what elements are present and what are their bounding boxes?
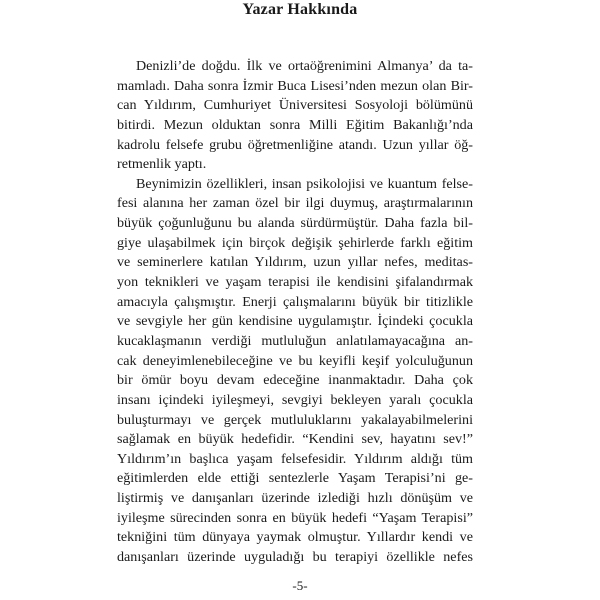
text-line: sağlamak en büyük hedefidir. “Kendini sev, hayatını sev!” <box>117 431 473 448</box>
text-line: büyük çoğunluğunu bu alanda sürdürmüştür. Daha fazla bil- <box>117 215 473 232</box>
text-line: Beynimizin özellikleri, insan psikolojisi ve kuantum felse- <box>136 175 473 192</box>
text-line: retmenlik yaptı. <box>117 156 207 173</box>
text-line: ve seminerlere katılan Yıldırım, uzun yıllar nefes, meditas- <box>117 254 473 271</box>
text-line: ve sevgiyle her gün kendisine uygulamıştır. İçindeki çocukla <box>117 313 473 330</box>
text-line: Yıldırım’ın başlıca yaşam felsefesidir. Yıldırım aldığı tüm <box>117 450 473 467</box>
text-line: tekniğini tüm dünyaya yaymak olmuştur. Yıllardır kendi ve <box>117 529 473 546</box>
text-line: bir ömür boyu devam edeceğine inanmaktadır. Daha çok <box>117 372 473 389</box>
text-line: can Yıldırım, Cumhuriyet Üniversitesi Sosyoloji bölümünü <box>117 97 473 114</box>
page-number: -5- <box>292 578 308 593</box>
text-line: fesi alanına her zaman özel bir ilgi duymuş, araştırmalarının <box>117 195 473 212</box>
text-line: liştirmiş ve danışanları üzerinde izlediği hızlı dönüşüm ve <box>117 490 473 507</box>
text-line: yon teknikleri ve yaşam terapisi ile kendisini şifalandırmak <box>117 274 473 291</box>
text-line: kadrolu felsefe grubu öğretmenliğine atandı. Uzun yıllar öğ- <box>117 136 473 153</box>
text-line: eğitimlerden elde ettiği sentezlerle Yaşam Terapisi’ni ge- <box>117 470 473 487</box>
text-line: amacıyla çalışmıştır. Enerji çalışmalarını büyük bir titizlikle <box>117 293 473 310</box>
text-line: mamladı. Daha sonra İzmir Buca Lisesi’nden mezun olan Bir- <box>117 77 473 94</box>
text-line: giye ulaşabilmek için birçok değişik şehirlerde farklı eğitim <box>117 234 473 251</box>
text-line: insanı içindeki iyileşmeyi, sevgiyi bekleyen yaralı çocukla <box>117 391 473 408</box>
page-title: Yazar Hakkında <box>242 1 358 18</box>
text-line: Denizli’de doğdu. İlk ve ortaöğrenimini Almanya’ da ta- <box>136 58 473 74</box>
text-line: danışanları üzerinde uyguladığı bu terapiyi özellikle nefes <box>117 549 473 566</box>
text-line: cak deneyimlenebileceğine ve bu keyifli keşif yolculuğunun <box>117 352 473 369</box>
text-line: kucaklaşmanın verdiği mutluluğun anlatılamayacağına an- <box>117 332 473 349</box>
text-line: bitirdi. Mezun olduktan sonra Milli Eğitim Bakanlığı’nda <box>117 116 473 133</box>
text-line: buluşturmayı ve gerçek mutluluklarını yakalayabilmelerini <box>117 411 473 428</box>
biography-text <box>117 57 473 568</box>
text-line: iyileşme sürecinden sonra en büyük hedefi “Yaşam Terapisi” <box>117 509 473 526</box>
